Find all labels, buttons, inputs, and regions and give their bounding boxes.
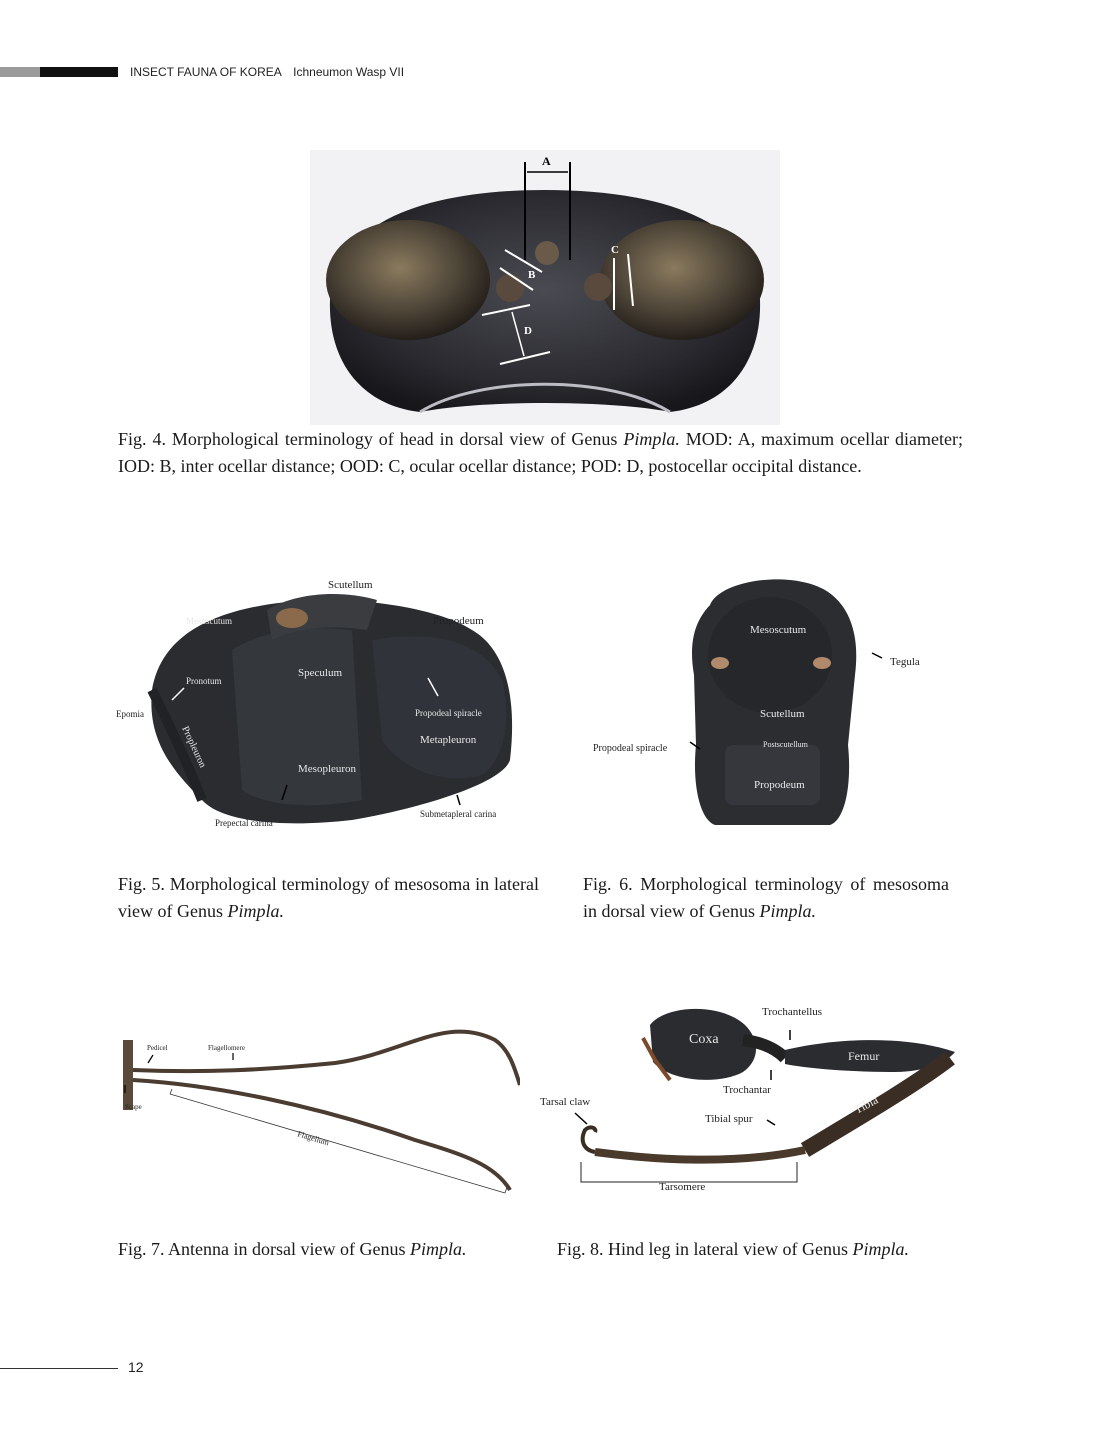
figure-4-head-photo [310,150,780,425]
measure-label-c: C [611,244,619,256]
measure-label-a: A [542,154,551,168]
label-mesoscutum-dorsal: Mesoscutum [750,624,807,636]
label-mesopleuron: Mesopleuron [298,763,357,775]
label-flagellum: Flagellum [296,1129,331,1148]
median-ocellus [535,241,559,265]
label-metapleuron: Metapleuron [420,734,477,746]
measure-label-b: B [528,269,536,281]
figure-5-caption: Fig. 5. Morphological terminology of mesosoma in lateral view of Genus Pimpla. [118,874,539,921]
measure-label-d: D [524,325,532,337]
label-tibia: Tibia [851,1092,881,1117]
label-propodeum: Propodeum [433,615,484,627]
header-volume: Ichneumon Wasp VII [293,65,405,79]
label-mesoscutum: Mesoscutum [186,616,232,626]
running-header [130,65,404,79]
label-flagellomere: Flagellomere [208,1044,245,1052]
header-bar-black [40,67,118,77]
right-lateral-ocellus [584,273,612,301]
label-scutellum: Scutellum [328,579,373,591]
figure-7-caption: Fig. 7. Antenna in dorsal view of Genus Pimpla. [118,1239,467,1259]
label-propodeal-spiracle: Propodeal spiracle [415,708,482,718]
figure-8-hind-leg-photo [535,1000,965,1200]
label-epomia: Epomia [116,709,144,719]
figure-8-caption: Fig. 8. Hind leg in lateral view of Genus Pimpla. [557,1239,909,1259]
figure-5-mesosoma-lateral-photo [112,570,530,835]
label-femur: Femur [848,1049,880,1063]
label-propleuron: Propleuron [179,724,209,770]
label-prepectal-carina: Prepectal carina [215,818,273,828]
label-coxa: Coxa [689,1032,719,1047]
label-pedicel: Pedicel [147,1044,168,1052]
header-series: INSECT FAUNA OF KOREA [130,65,282,79]
label-propodeum-dorsal: Propodeum [754,779,805,791]
label-tarsal-claw: Tarsal claw [540,1096,591,1108]
figure-6-caption: Fig. 6. Morphological terminology of mesosoma in dorsal view of Genus Pimpla. [583,874,949,921]
label-speculum: Speculum [298,667,342,679]
right-compound-eye [600,220,764,340]
label-scape: Scape [125,1103,142,1111]
figure-6-mesosoma-dorsal-photo [590,565,935,830]
page-number: 12 [128,1359,144,1375]
figure-7-antenna-photo [115,1015,520,1205]
footer-rule [0,1368,118,1369]
label-tegula: Tegula [890,656,920,668]
label-tarsomere: Tarsomere [659,1181,706,1193]
label-postscutellum: Postscutellum [763,740,808,749]
label-pronotum: Pronotum [186,676,222,686]
label-trochantellus: Trochantellus [762,1006,823,1018]
label-submetapleral-carina: Submetapleral carina [420,809,497,819]
label-trochantar: Trochantar [723,1084,771,1096]
label-tibial-spur: Tibial spur [705,1113,753,1125]
left-lateral-ocellus [496,274,524,302]
label-propodeal-spiracle-dorsal: Propodeal spiracle [593,743,668,754]
label-scutellum-dorsal: Scutellum [760,708,805,720]
left-compound-eye [326,220,490,340]
figure-4-caption: Fig. 4. Morphological terminology of head in dorsal view of Genus Pimpla. MOD: A, maximum ocellar diameter; IOD: B, inter ocellar distance; OOD: C, ocular ocellar distance; POD: D, postocellar occipital distance. [118,429,963,476]
header-bar-gray [0,67,40,77]
